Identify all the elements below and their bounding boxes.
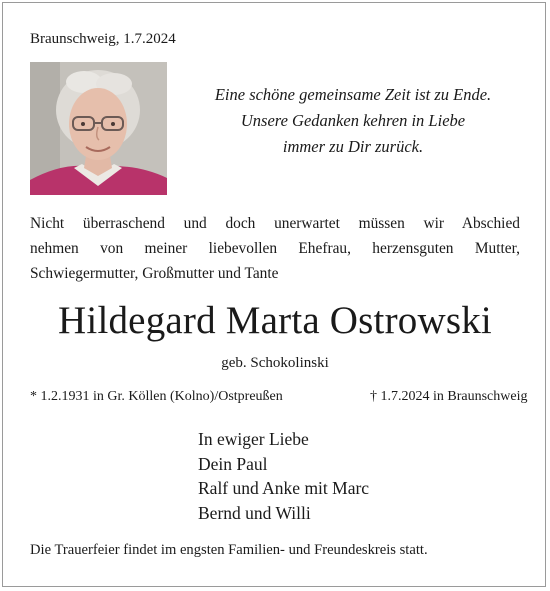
- death-info: † 1.7.2024 in Braunschweig: [370, 389, 528, 404]
- intro-text: [30, 211, 520, 286]
- deceased-name: Hildegard Marta Ostrowski: [58, 299, 492, 342]
- motto-line: Unsere Gedanken kehren in Liebe: [240, 111, 466, 130]
- motto-verse: [188, 82, 518, 160]
- mourner-line: Dein Paul: [198, 453, 268, 474]
- funeral-note: Die Trauerfeier findet im engsten Familien- und Freundeskreis statt.: [30, 542, 428, 558]
- portrait-photo: [30, 62, 167, 195]
- intro-line: Schwiegermutter, Großmutter und Tante: [30, 265, 279, 282]
- intro-line: nehmen von meiner liebevollen Ehefrau, herzensguten Mutter,: [30, 240, 520, 257]
- intro-line: Nicht überraschend und doch unerwartet müssen wir Abschied: [30, 215, 520, 232]
- mourners-list: [198, 427, 369, 525]
- place-date: Braunschweig, 1.7.2024: [30, 31, 176, 47]
- mourner-line: In ewiger Liebe: [198, 429, 309, 449]
- mourner-line: Ralf und Anke mit Marc: [198, 478, 370, 498]
- birth-info: * 1.2.1931 in Gr. Köllen (Kolno)/Ostpreußen: [30, 389, 283, 404]
- portrait-illustration: [30, 62, 167, 195]
- motto-line: Eine schöne gemeinsame Zeit ist zu Ende.: [214, 85, 492, 104]
- mourner-line: Bernd und Willi: [198, 502, 311, 523]
- maiden-name: geb. Schokolinski: [221, 355, 329, 371]
- motto-line: immer zu Dir zurück.: [282, 137, 424, 156]
